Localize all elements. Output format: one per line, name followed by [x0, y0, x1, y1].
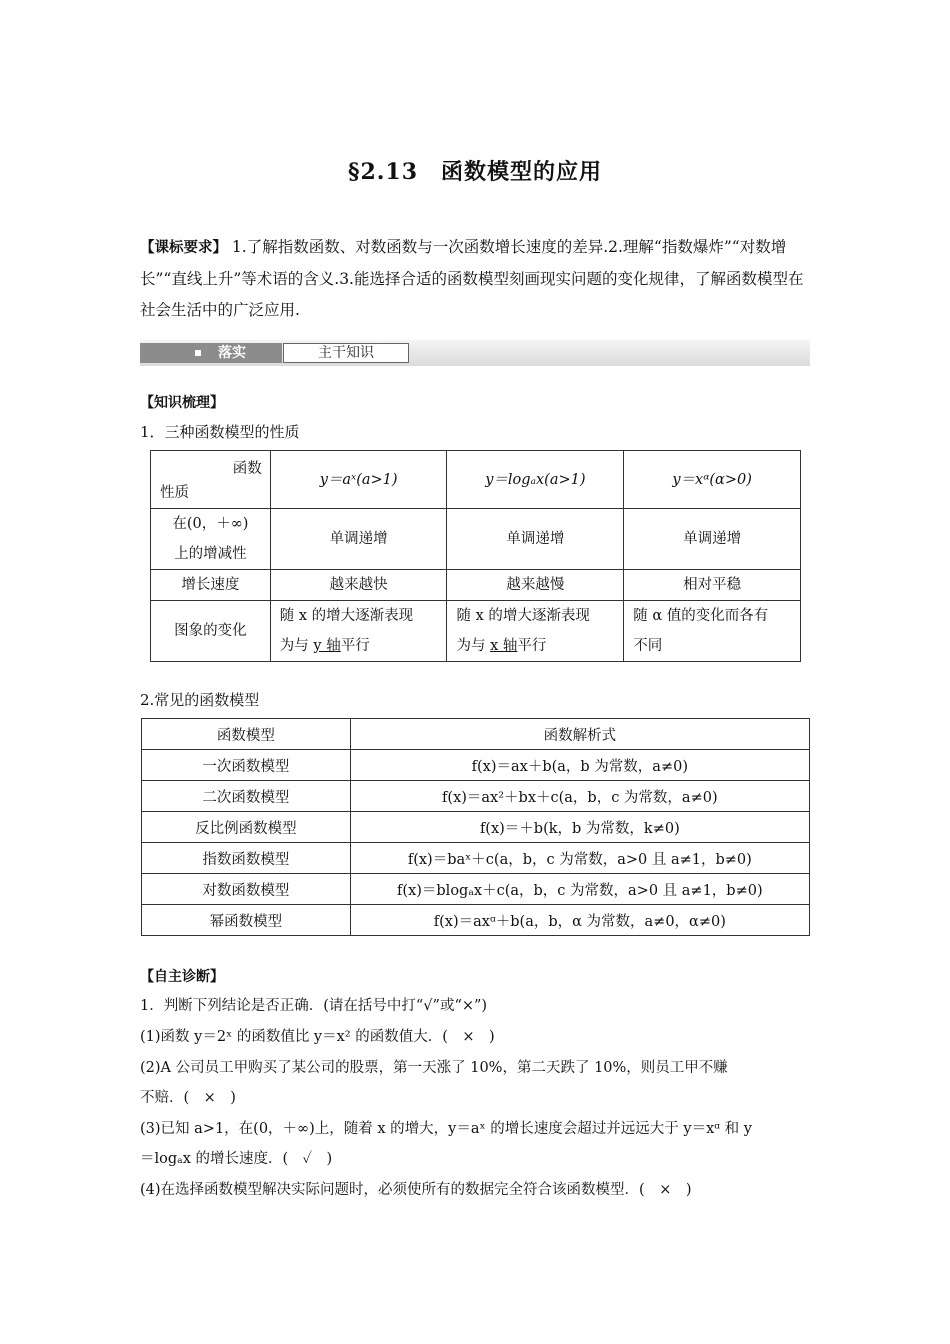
table-row: [142, 905, 810, 936]
table-cell: 二次函数模型: [142, 781, 351, 812]
common-models-table: [141, 718, 810, 936]
table-row: [151, 451, 801, 509]
table-cell: 幂函数模型: [142, 905, 351, 936]
table-cell: f(x)＝axᵅ＋b(a，b，α 为常数，a≠0，α≠0): [350, 905, 809, 936]
section-banner: [140, 340, 810, 366]
answer-blank: y 轴: [313, 638, 341, 654]
question-2-line-2: 不赔．( × ): [140, 1090, 236, 1106]
table-cell: 越来越慢: [447, 570, 624, 601]
table-cell: 单调递增: [270, 509, 447, 570]
table-row: [151, 601, 801, 662]
requirement-text: 1.了解指数函数、对数函数与一次函数增长速度的差异.2.理解“指数爆炸”“对数增长”“直线上升”等术语的含义.3.能选择合适的函数模型刻画现实问题的变化规律，了解函数模型在社会生活中的广泛应用.: [140, 238, 804, 319]
knowledge-heading: 【知识梳理】: [140, 395, 224, 411]
table-cell: 相对平稳: [624, 570, 801, 601]
curriculum-requirement: [140, 232, 812, 326]
table-row: [142, 781, 810, 812]
table-row: [151, 570, 801, 601]
table-row: [142, 719, 810, 750]
table-cell: f(x)＝ax＋b(a，b 为常数，a≠0): [350, 750, 809, 781]
table-row: [142, 874, 810, 905]
self-diagnosis-heading: 【自主诊断】: [140, 969, 224, 985]
row-label-graph: 图象的变化: [151, 601, 271, 662]
item-2-title: 2.常见的函数模型: [140, 691, 260, 709]
banner-dark-tab: [140, 343, 282, 363]
model-properties-table: [150, 450, 801, 662]
table-row: [142, 750, 810, 781]
table-cell: 单调递增: [447, 509, 624, 570]
question-3-line-1: (3)已知 a>1，在(0，＋∞)上，随着 x 的增大，y＝aˣ 的增长速度会超过并远远大于 y＝xᵅ 和 y: [140, 1121, 752, 1137]
question-3-line-2: ＝logₐx 的增长速度．( ✓ ): [140, 1151, 333, 1167]
banner-dark-label: 落实: [218, 345, 246, 361]
page-title: §2.13 函数模型的应用: [347, 159, 603, 185]
table-cell: f(x)＝blogₐx＋c(a，b，c 为常数，a>0 且 a≠1，b≠0): [350, 874, 809, 905]
row-label-speed: 增长速度: [151, 570, 271, 601]
table-row: [142, 843, 810, 874]
column-header-log: y＝logₐx(a>1): [485, 471, 586, 488]
diagonal-header-cell: [151, 451, 271, 509]
column-header-pow: y＝xᵅ(α>0): [672, 471, 752, 488]
item-1-title: 1．三种函数模型的性质: [140, 423, 300, 441]
table-cell: 单调递增: [624, 509, 801, 570]
answer-blank: x 轴: [490, 638, 518, 654]
requirement-tag: 【课标要求】: [140, 240, 227, 256]
table-cell: f(x)＝＋b(k，b 为常数，k≠0): [350, 812, 809, 843]
corner-bottom-label: 性质: [160, 484, 189, 501]
table-cell: 越来越快: [270, 570, 447, 601]
table-cell: 随 x 的增大逐渐表现 为与 x 轴平行: [447, 601, 624, 662]
table-cell: 随 α 值的变化而各有 不同: [624, 601, 801, 662]
question-intro: 1．判断下列结论是否正确．(请在括号中打“√”或“×”): [140, 998, 488, 1014]
column-header-exp: y＝aˣ(a>1): [319, 471, 398, 488]
table-row: [142, 812, 810, 843]
banner-light-label: 主干知识: [283, 343, 409, 363]
question-1: (1)函数 y＝2ˣ 的函数值比 y＝x² 的函数值大．( × ): [140, 1029, 495, 1045]
corner-top-label: 函数: [232, 460, 262, 477]
table-cell: 对数函数模型: [142, 874, 351, 905]
question-4: (4)在选择函数模型解决实际问题时，必须使所有的数据完全符合该函数模型．( × ): [140, 1182, 692, 1198]
table-cell: f(x)＝ax²＋bx＋c(a，b，c 为常数，a≠0): [350, 781, 809, 812]
table-cell: 反比例函数模型: [142, 812, 351, 843]
question-2-line-1: (2)A 公司员工甲购买了某公司的股票，第一天涨了 10%，第二天跌了 10%，则员工甲不赚: [140, 1060, 728, 1076]
table-header: 函数模型: [142, 719, 351, 750]
table-cell: 随 x 的增大逐渐表现 为与 y 轴平行: [270, 601, 447, 662]
table-row: [151, 509, 801, 570]
square-bullet-icon: [195, 350, 201, 356]
row-label-monotonicity: 在(0，＋∞) 上的增减性: [151, 509, 271, 570]
table-cell: f(x)＝baˣ＋c(a，b，c 为常数，a>0 且 a≠1，b≠0): [350, 843, 809, 874]
table-cell: 一次函数模型: [142, 750, 351, 781]
table-header: 函数解析式: [350, 719, 809, 750]
table-cell: 指数函数模型: [142, 843, 351, 874]
